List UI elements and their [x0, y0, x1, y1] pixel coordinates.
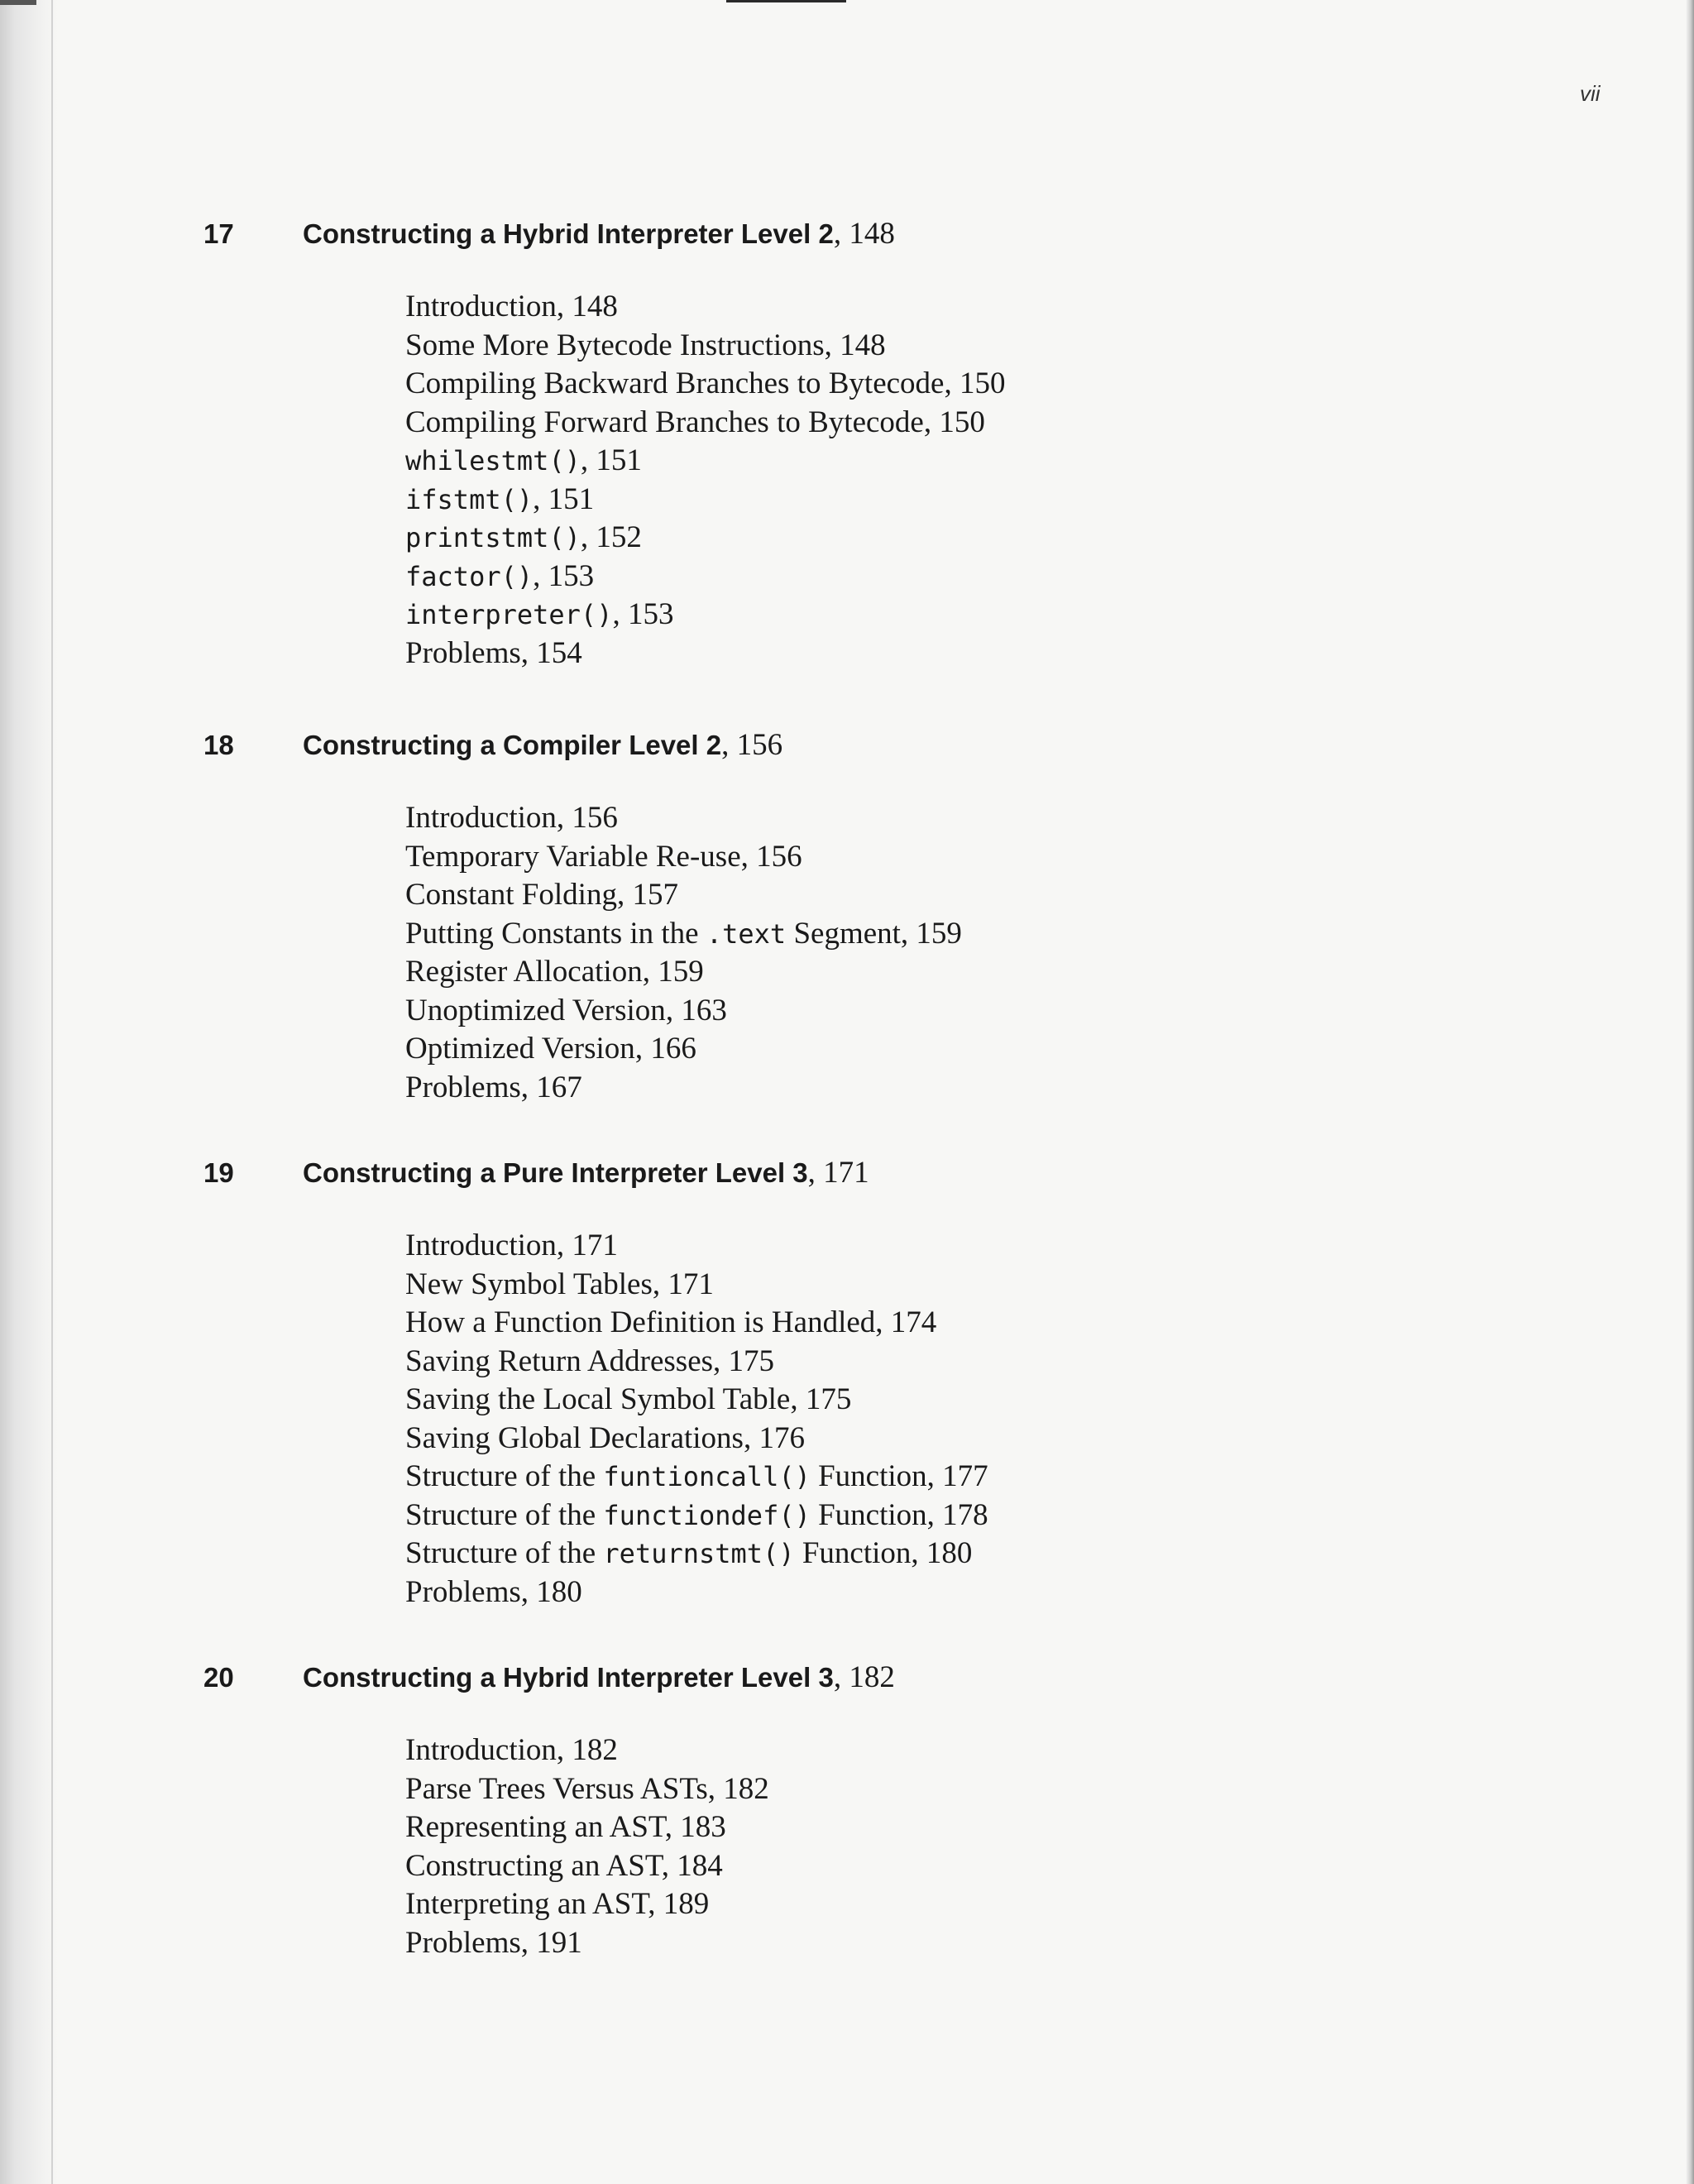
- section-entry: Register Allocation, 159: [405, 955, 704, 989]
- chapter-title: Constructing a Pure Interpreter Level 3: [303, 1157, 808, 1188]
- section-entry: New Symbol Tables, 171: [405, 1267, 714, 1301]
- chapter-number: 17: [203, 218, 234, 249]
- entry-text: Interpreting an AST: [405, 1887, 648, 1921]
- section-entry: printstmt(), 152: [405, 520, 642, 554]
- section-list: [405, 1731, 769, 1962]
- chapter-number: 19: [203, 1157, 234, 1188]
- section-entry: Structure of the returnstmt() Function, 180: [405, 1536, 973, 1570]
- chapter-page: 171: [823, 1156, 869, 1190]
- section-entry: Representing an AST, 183: [405, 1810, 726, 1844]
- section-entry: Introduction, 148: [405, 290, 618, 323]
- entry-page: 153: [548, 558, 595, 593]
- chapter-title-line: Constructing a Hybrid Interpreter Level 2, 148: [303, 217, 895, 251]
- entry-page: 183: [680, 1810, 726, 1844]
- chapter-title-line: Constructing a Hybrid Interpreter Level 3, 182: [303, 1660, 895, 1694]
- section-entry: interpreter(), 153: [405, 597, 674, 631]
- entry-page: 182: [572, 1733, 618, 1767]
- entry-text: Register Allocation: [405, 955, 643, 989]
- entry-text-suffix: Function: [794, 1536, 912, 1570]
- entry-page: 148: [572, 290, 618, 323]
- scan-top-line: [726, 0, 846, 2]
- chapter-page: 156: [736, 728, 783, 762]
- page-number: vii: [1580, 81, 1601, 106]
- section-entry: Constructing an AST, 184: [405, 1848, 723, 1883]
- entry-text: Structure of the: [405, 1536, 604, 1570]
- entry-page: 163: [681, 993, 727, 1027]
- entry-text: Unoptimized Version: [405, 993, 666, 1027]
- section-entry: Parse Trees Versus ASTs, 182: [405, 1771, 769, 1806]
- entry-page: 159: [916, 916, 962, 951]
- section-entry: Saving the Local Symbol Table, 175: [405, 1382, 852, 1416]
- section-entry: Constant Folding, 157: [405, 878, 678, 912]
- entry-code: .text: [706, 917, 787, 950]
- scan-left-margin-shadow: [0, 0, 58, 2184]
- section-entry: Structure of the functiondef() Function, 178: [405, 1497, 988, 1532]
- entry-code: functiondef(): [603, 1499, 811, 1531]
- chapter-page: 148: [849, 217, 895, 251]
- entry-text: Constant Folding: [405, 878, 617, 912]
- section-entry: Structure of the funtioncall() Function, 177: [405, 1459, 988, 1493]
- entry-page: 156: [756, 839, 802, 874]
- section-entry: How a Function Definition is Handled, 174: [405, 1305, 937, 1339]
- entry-text: Problems: [405, 635, 521, 670]
- chapter-page: 182: [849, 1660, 895, 1694]
- section-entry: Saving Global Declarations, 176: [405, 1420, 805, 1455]
- section-entry: Compiling Backward Branches to Bytecode, 150: [405, 366, 1006, 400]
- chapter-number: 18: [203, 730, 234, 760]
- entry-code: returnstmt(): [603, 1538, 795, 1569]
- entry-page: 166: [650, 1032, 696, 1066]
- entry-page: 174: [890, 1305, 937, 1339]
- entry-page: 175: [805, 1382, 852, 1416]
- section-entry: Optimized Version, 166: [405, 1032, 696, 1066]
- entry-text: Introduction: [405, 801, 557, 835]
- entry-text: Structure of the: [405, 1497, 604, 1532]
- scan-right-margin-shadow: [1686, 0, 1694, 2184]
- entry-page: 151: [548, 481, 595, 516]
- section-entry: Compiling Forward Branches to Bytecode, 150: [405, 405, 985, 439]
- entry-text: Putting Constants in the: [405, 916, 706, 951]
- section-list: [405, 288, 1005, 673]
- section-entry: Unoptimized Version, 163: [405, 993, 727, 1027]
- entry-page: 153: [627, 597, 674, 631]
- entry-page: 171: [668, 1267, 714, 1301]
- entry-text: Compiling Forward Branches to Bytecode: [405, 405, 924, 439]
- entry-text: Introduction: [405, 1733, 557, 1767]
- section-entry: factor(), 153: [405, 558, 595, 593]
- entry-page: 167: [536, 1070, 582, 1104]
- entry-page: 156: [572, 801, 618, 835]
- entry-page: 150: [959, 366, 1006, 400]
- entry-code: whilestmt(): [405, 445, 581, 477]
- entry-code: factor(): [405, 560, 534, 592]
- chapter-title-line: Constructing a Compiler Level 2, 156: [303, 728, 783, 762]
- section-entry: Problems, 154: [405, 635, 582, 670]
- section-entry: ifstmt(), 151: [405, 481, 595, 516]
- entry-text: Saving Return Addresses: [405, 1343, 714, 1378]
- section-entry: Putting Constants in the .text Segment, 159: [405, 916, 962, 951]
- entry-code: interpreter(): [405, 599, 613, 630]
- entry-page: 152: [596, 520, 642, 554]
- entry-page: 176: [758, 1420, 805, 1455]
- entry-page: 159: [658, 955, 704, 989]
- scan-corner-mark: [0, 0, 36, 5]
- entry-text: Temporary Variable Re-use: [405, 839, 741, 874]
- entry-page: 150: [939, 405, 985, 439]
- entry-code: ifstmt(): [405, 483, 534, 515]
- section-entry: whilestmt(), 151: [405, 443, 642, 477]
- entry-text: Introduction: [405, 290, 557, 323]
- section-entry: Introduction, 171: [405, 1228, 618, 1262]
- entry-page: 151: [596, 443, 642, 477]
- entry-page: 175: [728, 1343, 775, 1378]
- section-entry: Introduction, 182: [405, 1733, 618, 1767]
- section-entry: Introduction, 156: [405, 801, 618, 835]
- entry-page: 148: [840, 328, 886, 362]
- entry-text-suffix: Segment: [786, 916, 901, 951]
- chapter-title: Constructing a Hybrid Interpreter Level 2: [303, 218, 834, 249]
- chapter-number: 20: [203, 1662, 234, 1693]
- chapter-title-line: Constructing a Pure Interpreter Level 3, 171: [303, 1156, 869, 1190]
- section-entry: Problems, 180: [405, 1574, 582, 1609]
- entry-text: Some More Bytecode Instructions: [405, 328, 825, 362]
- entry-page: 157: [632, 878, 678, 912]
- chapter-title: Constructing a Hybrid Interpreter Level 3: [303, 1662, 834, 1693]
- section-entry: Problems, 191: [405, 1925, 582, 1960]
- entry-page: 180: [536, 1574, 582, 1609]
- entry-text: Compiling Backward Branches to Bytecode: [405, 366, 945, 400]
- entry-text-suffix: Function: [810, 1459, 927, 1493]
- section-entry: Problems, 167: [405, 1070, 582, 1104]
- entry-page: 154: [536, 635, 582, 670]
- entry-page: 184: [677, 1848, 723, 1883]
- entry-text: How a Function Definition is Handled: [405, 1305, 876, 1339]
- entry-text: Saving Global Declarations: [405, 1420, 744, 1455]
- entry-page: 178: [942, 1497, 988, 1532]
- section-entry: Saving Return Addresses, 175: [405, 1343, 775, 1378]
- section-entry: Temporary Variable Re-use, 156: [405, 839, 802, 874]
- entry-text: Optimized Version: [405, 1032, 635, 1066]
- entry-page: 189: [663, 1887, 710, 1921]
- entry-text: Problems: [405, 1925, 521, 1960]
- entry-page: 191: [536, 1925, 582, 1960]
- entry-text: Problems: [405, 1070, 521, 1104]
- entry-page: 182: [723, 1771, 769, 1806]
- entry-text-suffix: Function: [810, 1497, 927, 1532]
- entry-text: Representing an AST: [405, 1810, 665, 1844]
- chapter-title: Constructing a Compiler Level 2: [303, 730, 722, 760]
- section-list: [405, 1227, 988, 1612]
- entry-text: Problems: [405, 1574, 521, 1609]
- entry-code: funtioncall(): [603, 1461, 811, 1492]
- entry-text: Constructing an AST: [405, 1848, 662, 1883]
- entry-text: New Symbol Tables: [405, 1267, 653, 1301]
- entry-page: 171: [572, 1228, 618, 1262]
- entry-page: 177: [942, 1459, 988, 1493]
- section-list: [405, 799, 962, 1107]
- entry-text: Saving the Local Symbol Table: [405, 1382, 791, 1416]
- section-entry: Some More Bytecode Instructions, 148: [405, 328, 886, 362]
- entry-page: 180: [926, 1536, 973, 1570]
- entry-code: printstmt(): [405, 522, 581, 553]
- entry-text: Introduction: [405, 1228, 557, 1262]
- entry-text: Parse Trees Versus ASTs: [405, 1771, 708, 1806]
- entry-text: Structure of the: [405, 1459, 604, 1493]
- section-entry: Interpreting an AST, 189: [405, 1887, 710, 1921]
